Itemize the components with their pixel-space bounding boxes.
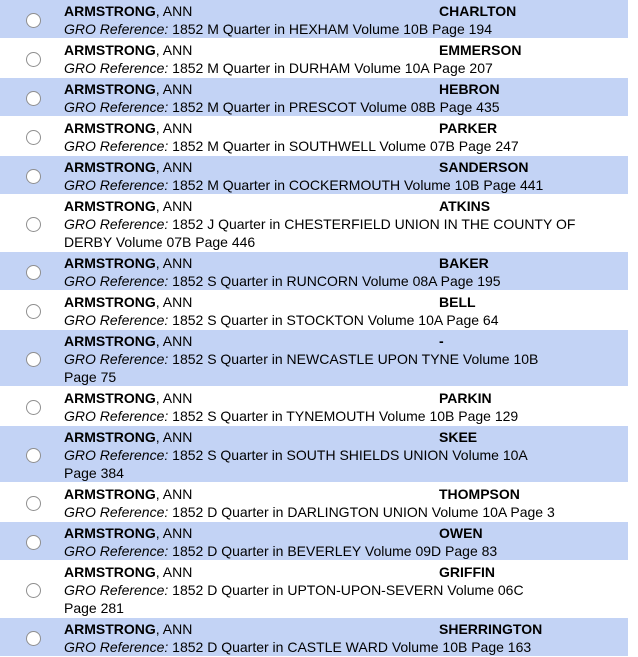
name-separator: , [155,621,163,637]
name-separator: , [155,333,163,349]
spouse-surname: BAKER [439,255,489,271]
spouse-surname: SHERRINGTON [439,621,543,637]
result-row[interactable] [0,483,628,522]
record-content [64,2,628,38]
select-radio-button[interactable] [26,631,41,646]
gro-reference [64,638,628,656]
spouse-surname: SKEE [439,429,478,445]
name-separator: , [155,255,163,271]
radio-cell [0,217,64,232]
result-row[interactable] [0,156,628,195]
forename: ANN [162,390,193,406]
result-row[interactable] [0,387,628,426]
name-line [64,620,628,638]
forename: ANN [162,42,193,58]
result-row[interactable] [0,426,628,483]
name-line [64,293,628,311]
person-name [64,119,439,137]
gro-reference [64,311,628,329]
radio-cell [0,448,64,463]
record-content [64,254,628,290]
radio-cell [0,13,64,28]
spouse-surname: SANDERSON [439,159,529,175]
result-row[interactable] [0,252,628,291]
radio-cell [0,400,64,415]
spouse-surname: - [439,333,444,349]
result-row[interactable] [0,39,628,78]
radio-cell [0,91,64,106]
person-name [64,80,439,98]
gro-reference-text: 1852 D Quarter in DARLINGTON UNION Volume 10A Page 3 [172,504,555,520]
person-name [64,428,439,446]
person-name [64,563,439,581]
radio-cell [0,496,64,511]
gro-reference [64,98,628,116]
gro-reference-label: GRO Reference: [64,216,169,232]
surname: ARMSTRONG [64,486,156,502]
person-name [64,197,439,215]
name-separator: , [155,81,163,97]
name-line [64,428,628,446]
gro-reference-text: 1852 S Quarter in TYNEMOUTH Volume 10B Page 129 [172,408,519,424]
forename: ANN [162,525,193,541]
name-line [64,158,628,176]
gro-reference-text: 1852 M Quarter in PRESCOT Volume 08B Page 435 [172,99,500,115]
gro-reference [64,59,628,77]
person-name [64,2,439,20]
surname: ARMSTRONG [64,81,156,97]
name-separator: , [155,159,163,175]
gro-reference-label: GRO Reference: [64,21,169,37]
gro-reference-label: GRO Reference: [64,177,169,193]
name-separator: , [155,42,163,58]
radio-cell [0,631,64,646]
gro-reference [64,215,628,251]
person-name [64,485,439,503]
gro-reference-text: 1852 D Quarter in BEVERLEY Volume 09D Page 83 [172,543,498,559]
gro-reference [64,176,628,194]
select-radio-button[interactable] [26,169,41,184]
name-line [64,389,628,407]
radio-cell [0,304,64,319]
person-name [64,293,439,311]
result-row[interactable] [0,78,628,117]
record-content [64,563,628,617]
surname: ARMSTRONG [64,198,156,214]
record-content [64,620,628,656]
radio-cell [0,169,64,184]
gro-reference-text: 1852 D Quarter in CASTLE WARD Volume 10B Page 163 [172,639,532,655]
record-content [64,197,628,251]
result-row[interactable] [0,117,628,156]
gro-reference [64,137,628,155]
name-line [64,524,628,542]
gro-reference-label: GRO Reference: [64,312,169,328]
gro-reference-text: 1852 S Quarter in RUNCORN Volume 08A Page 195 [172,273,501,289]
gro-reference-text: 1852 S Quarter in STOCKTON Volume 10A Page 64 [172,312,499,328]
name-separator: , [155,198,163,214]
name-separator: , [155,3,163,19]
surname: ARMSTRONG [64,255,156,271]
forename: ANN [162,564,193,580]
person-name [64,620,439,638]
spouse-surname: PARKIN [439,390,492,406]
person-name [64,41,439,59]
spouse-surname: GRIFFIN [439,564,495,580]
gro-reference [64,407,628,425]
record-content [64,41,628,77]
record-content [64,119,628,155]
radio-cell [0,130,64,145]
name-separator: , [155,294,163,310]
person-name [64,332,439,350]
name-line [64,41,628,59]
name-separator: , [155,564,163,580]
spouse-surname: HEBRON [439,81,500,97]
forename: ANN [162,81,193,97]
record-content [64,80,628,116]
gro-reference [64,272,628,290]
spouse-surname: CHARLTON [439,3,517,19]
forename: ANN [162,3,193,19]
result-row[interactable] [0,561,628,618]
surname: ARMSTRONG [64,429,156,445]
name-line [64,563,628,581]
select-radio-button[interactable] [26,304,41,319]
gro-reference [64,350,628,386]
result-row[interactable] [0,618,628,657]
radio-cell [0,352,64,367]
forename: ANN [162,255,193,271]
name-line [64,197,628,215]
select-radio-button[interactable] [26,217,41,232]
radio-cell [0,535,64,550]
spouse-surname: EMMERSON [439,42,522,58]
forename: ANN [162,621,193,637]
name-line [64,332,628,350]
name-separator: , [155,390,163,406]
person-name [64,389,439,407]
gro-reference [64,446,628,482]
gro-reference [64,20,628,38]
forename: ANN [162,333,193,349]
gro-reference-label: GRO Reference: [64,60,169,76]
gro-reference-text: 1852 S Quarter in SOUTH SHIELDS UNION Volume 10A Page 384 [64,447,528,481]
gro-reference-label: GRO Reference: [64,273,169,289]
select-radio-button[interactable] [26,496,41,511]
select-radio-button[interactable] [26,130,41,145]
record-content [64,158,628,194]
select-radio-button[interactable] [26,400,41,415]
person-name [64,524,439,542]
gro-reference-text: 1852 M Quarter in SOUTHWELL Volume 07B Page 247 [172,138,519,154]
name-line [64,254,628,272]
gro-reference-label: GRO Reference: [64,639,169,655]
surname: ARMSTRONG [64,42,156,58]
gro-reference [64,542,628,560]
gro-reference-text: 1852 M Quarter in DURHAM Volume 10A Page 207 [172,60,493,76]
radio-cell [0,52,64,67]
result-row[interactable] [0,522,628,561]
record-content [64,389,628,425]
surname: ARMSTRONG [64,525,156,541]
gro-reference-label: GRO Reference: [64,138,169,154]
forename: ANN [162,120,193,136]
result-row[interactable] [0,195,628,252]
spouse-surname: OWEN [439,525,483,541]
select-radio-button[interactable] [26,265,41,280]
gro-reference-label: GRO Reference: [64,504,169,520]
forename: ANN [162,159,193,175]
select-radio-button[interactable] [26,535,41,550]
name-separator: , [155,486,163,502]
record-content [64,485,628,521]
gro-reference-text: 1852 M Quarter in HEXHAM Volume 10B Page 194 [172,21,492,37]
radio-cell [0,583,64,598]
gro-reference [64,581,628,617]
select-radio-button[interactable] [26,352,41,367]
record-content [64,428,628,482]
name-separator: , [155,525,163,541]
gro-reference-text: 1852 M Quarter in COCKERMOUTH Volume 10B Page 441 [172,177,544,193]
forename: ANN [162,198,193,214]
gro-reference-label: GRO Reference: [64,447,169,463]
gro-reference-text: 1852 D Quarter in UPTON-UPON-SEVERN Volume 06C Page 281 [64,582,524,616]
forename: ANN [162,294,193,310]
select-radio-button[interactable] [26,448,41,463]
gro-reference-label: GRO Reference: [64,408,169,424]
gro-reference-label: GRO Reference: [64,582,169,598]
gro-reference-text: 1852 S Quarter in NEWCASTLE UPON TYNE Volume 10B Page 75 [64,351,539,385]
surname: ARMSTRONG [64,159,156,175]
person-name [64,254,439,272]
person-name [64,158,439,176]
select-radio-button[interactable] [26,52,41,67]
name-separator: , [155,120,163,136]
surname: ARMSTRONG [64,390,156,406]
gro-reference-label: GRO Reference: [64,99,169,115]
forename: ANN [162,486,193,502]
spouse-surname: PARKER [439,120,498,136]
record-content [64,524,628,560]
gro-reference [64,503,628,521]
gro-reference-label: GRO Reference: [64,351,169,367]
select-radio-button[interactable] [26,91,41,106]
radio-cell [0,265,64,280]
name-line [64,80,628,98]
record-content [64,332,628,386]
select-radio-button[interactable] [26,13,41,28]
select-radio-button[interactable] [26,583,41,598]
name-line [64,485,628,503]
name-separator: , [155,429,163,445]
name-line [64,2,628,20]
spouse-surname: BELL [439,294,476,310]
surname: ARMSTRONG [64,120,156,136]
surname: ARMSTRONG [64,564,156,580]
gro-reference-label: GRO Reference: [64,543,169,559]
surname: ARMSTRONG [64,621,156,637]
result-row[interactable] [0,0,628,39]
forename: ANN [162,429,193,445]
spouse-surname: THOMPSON [439,486,520,502]
surname: ARMSTRONG [64,3,156,19]
surname: ARMSTRONG [64,333,156,349]
result-row[interactable] [0,291,628,330]
spouse-surname: ATKINS [439,198,491,214]
record-content [64,293,628,329]
gro-reference-text: 1852 J Quarter in CHESTERFIELD UNION IN THE COUNTY OF DERBY Volume 07B Page 446 [64,216,576,250]
surname: ARMSTRONG [64,294,156,310]
name-line [64,119,628,137]
result-row[interactable] [0,330,628,387]
